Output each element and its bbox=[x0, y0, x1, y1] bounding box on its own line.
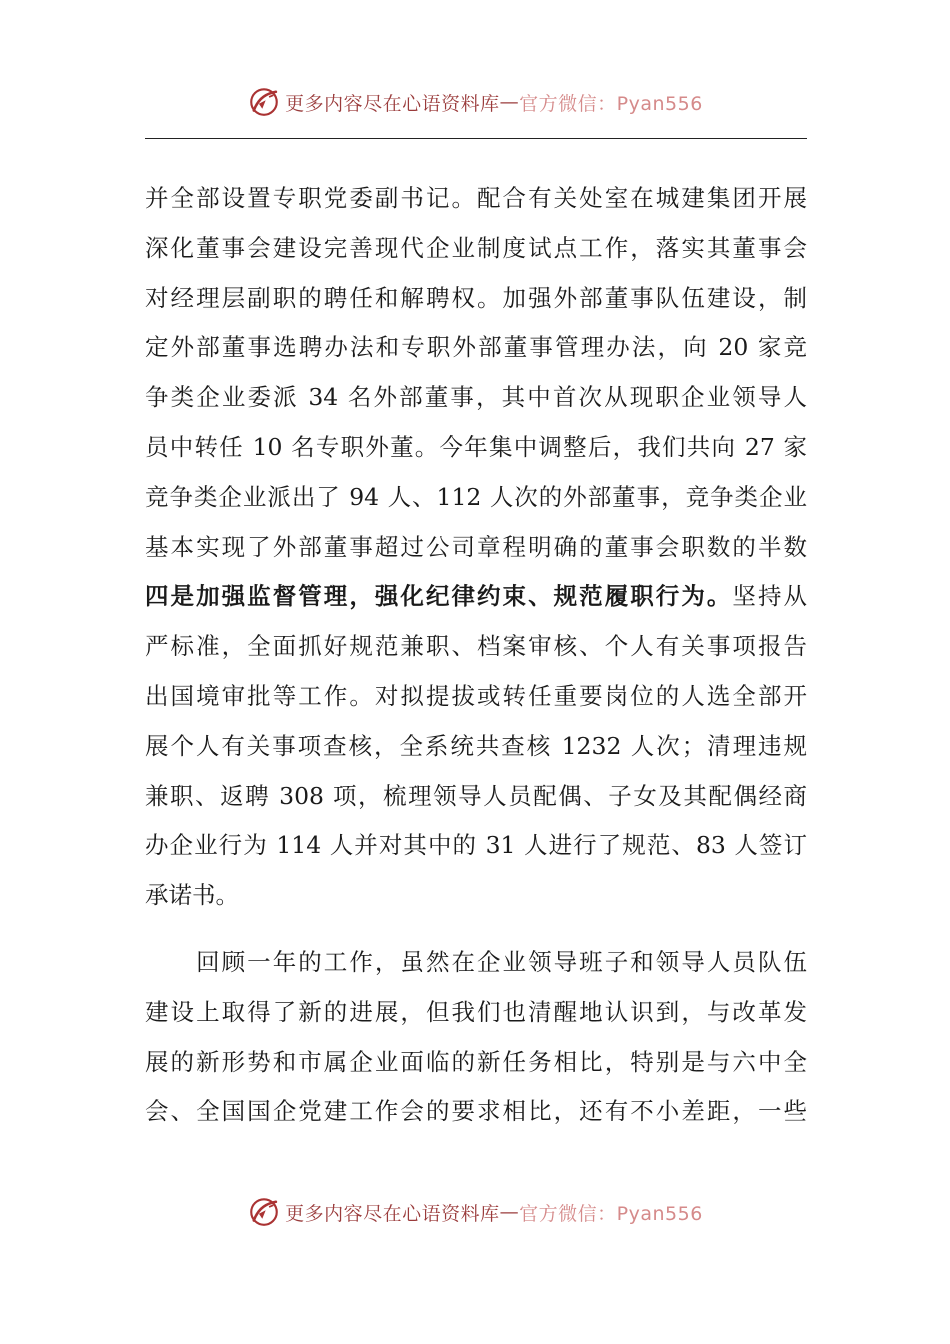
text-line: 展个人有关事项查核，全系统共查核 1232 人次；清理违规 bbox=[145, 731, 807, 760]
text-line: 严标准，全面抓好规范兼职、档案审核、个人有关事项报告 bbox=[145, 632, 807, 661]
text-line: 办企业行为 114 人并对其中的 31 人进行了规范、83 人签订 bbox=[145, 831, 807, 860]
text-line: 员中转任 10 名专职外董。今年集中调整后，我们共向 27 家 bbox=[145, 432, 807, 461]
header-dash: — bbox=[499, 91, 520, 113]
document-body bbox=[145, 174, 807, 1137]
header-divider bbox=[145, 138, 807, 139]
text-line: 对经理层副职的聘任和解聘权。加强外部董事队伍建设，制 bbox=[145, 283, 807, 312]
text-line: 承诺书。 bbox=[145, 881, 239, 910]
text-line: 深化董事会建设完善现代企业制度试点工作，落实其董事会 bbox=[145, 233, 807, 262]
paragraph-1 bbox=[145, 174, 807, 921]
footer-wechat-text: 官方微信：Pyan556 bbox=[519, 1202, 703, 1225]
footer-brand-text: 更多内容尽在心语资料库 bbox=[285, 1202, 500, 1225]
text-line: 定外部董事选聘办法和专职外部董事管理办法，向 20 家竞 bbox=[145, 333, 807, 362]
footer-banner bbox=[0, 1192, 950, 1232]
text-line: 竞争类企业派出了 94 人、112 人次的外部董事，竞争类企业 bbox=[145, 482, 807, 511]
paragraph-2 bbox=[145, 938, 807, 1137]
logo-icon bbox=[247, 85, 281, 119]
bold-heading: 四是加强监督管理，强化纪律约束、规范履职行为。 bbox=[145, 582, 733, 611]
logo-icon bbox=[247, 1195, 281, 1229]
text-line: 出国境审批等工作。对拟提拔或转任重要岗位的人选全部开 bbox=[145, 681, 807, 710]
text-line: 回顾一年的工作，虽然在企业领导班子和领导人员队伍 bbox=[145, 947, 807, 976]
text-line: 建设上取得了新的进展，但我们也清醒地认识到，与改革发 bbox=[145, 997, 807, 1026]
text-line: 会、全国国企党建工作会的要求相比，还有不小差距，一些 bbox=[145, 1097, 807, 1126]
text-line: 兼职、返聘 308 项，梳理领导人员配偶、子女及其配偶经商 bbox=[145, 781, 807, 810]
text-line: 基本实现了外部董事超过公司章程明确的董事会职数的半数 bbox=[145, 532, 807, 561]
header-brand-text: 更多内容尽在心语资料库 bbox=[285, 92, 500, 115]
text-line: 争类企业委派 34 名外部董事，其中首次从现职企业领导人 bbox=[145, 383, 807, 412]
paragraph-gap bbox=[145, 921, 807, 938]
footer-dash: — bbox=[499, 1201, 520, 1223]
text-line bbox=[145, 572, 807, 622]
text-line: 并全部设置专职党委副书记。配合有关处室在城建集团开展 bbox=[145, 184, 807, 212]
header-wechat-text: 官方微信：Pyan556 bbox=[519, 92, 703, 115]
header-banner bbox=[0, 82, 950, 122]
text-line: 展的新形势和市属企业面临的新任务相比，特别是与六中全 bbox=[145, 1047, 807, 1076]
text-run: 坚持从 bbox=[732, 582, 808, 611]
